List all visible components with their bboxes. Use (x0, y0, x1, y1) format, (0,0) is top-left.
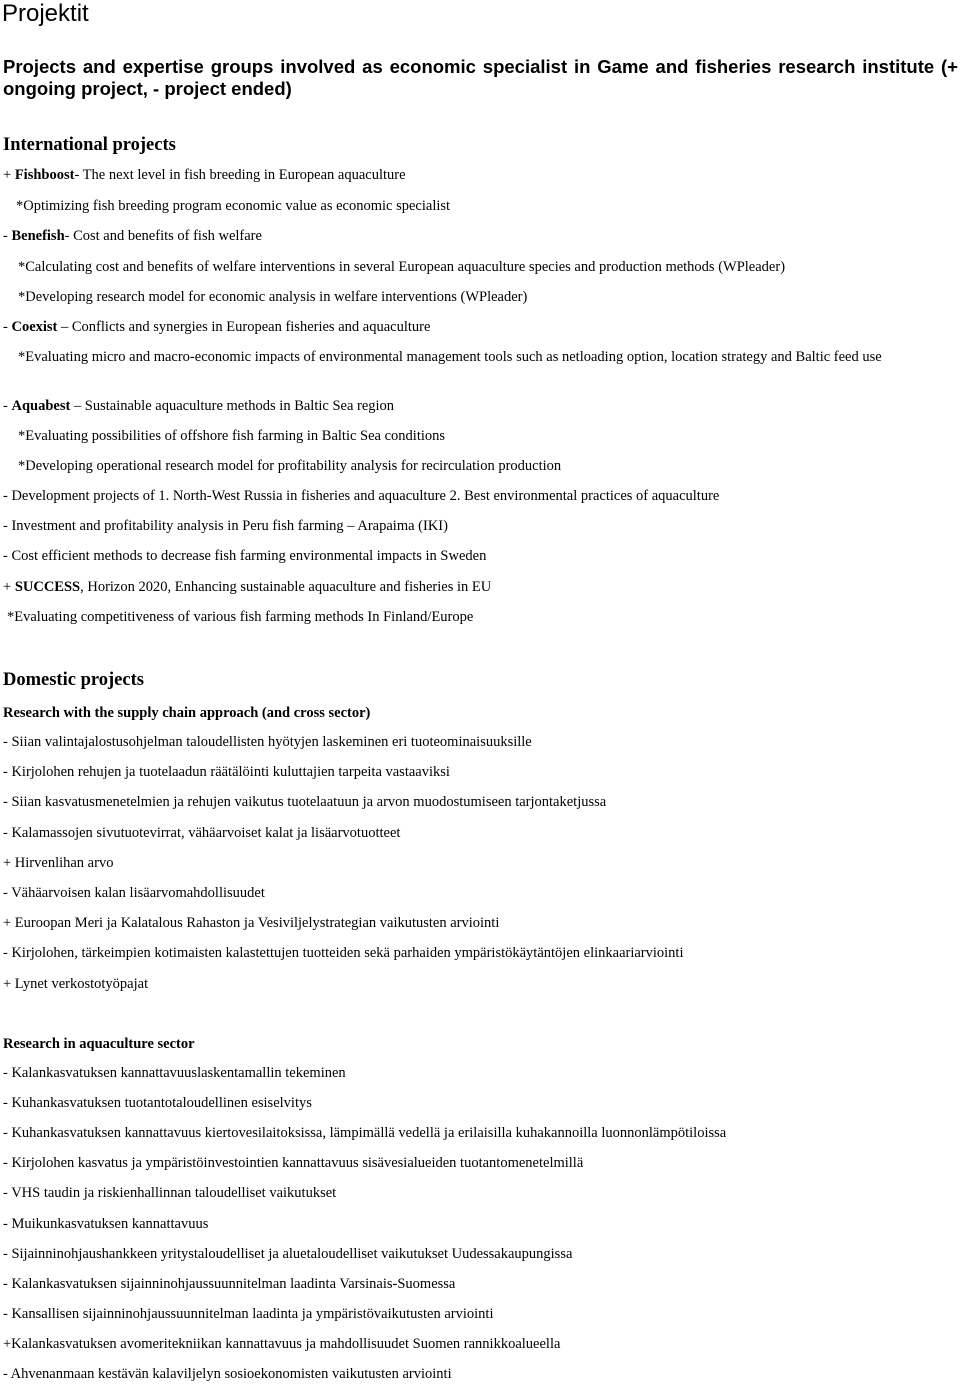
line-text: , Horizon 2020, Enhancing sustainable aquaculture and fisheries in EU (80, 579, 492, 595)
line-text: *Developing operational research model for profitability analysis for recirculation production (18, 458, 562, 474)
line-text: *Evaluating possibilities of offshore fish farming in Baltic Sea conditions (18, 428, 446, 444)
international-project-line (3, 397, 394, 415)
supply-chain-project-line: + Lynet verkostotyöpajat (3, 976, 149, 992)
line-prefix: - (3, 319, 12, 335)
document-heading: Projects and expertise groups involved as economic specialist in Game and fisheries research institute (+ ongoing project, - project ended) (3, 56, 958, 99)
line-text: – Sustainable aquaculture methods in Baltic Sea region (70, 398, 395, 414)
aquaculture-project-line: - Ahvenanmaan kestävän kalaviljelyn sosioekonomisten vaikutusten arviointi (3, 1366, 452, 1382)
international-project-line (3, 547, 486, 565)
international-project-line (3, 348, 958, 366)
line-text: - Investment and profitability analysis in Peru fish farming – Arapaima (IKI) (3, 518, 448, 534)
supply-chain-project-line: - Kirjolohen, tärkeimpien kotimaisten kalastettujen tuotteiden sekä parhaiden ympäristökäytäntöjen elinkaariarviointi (3, 945, 684, 961)
line-prefix: + (3, 579, 15, 595)
line-text: *Evaluating competitiveness of various fish farming methods In Finland/Europe (7, 609, 474, 625)
international-project-line (3, 487, 719, 505)
aquaculture-sector-heading: Research in aquaculture sector (3, 1036, 195, 1052)
line-text: – Conflicts and synergies in European fisheries and aquaculture (57, 319, 431, 335)
aquaculture-project-line: - Kuhankasvatuksen tuotantotaloudellinen esiselvitys (3, 1095, 312, 1111)
page-title: Projektit (2, 0, 89, 27)
supply-chain-project-line: - Kalamassojen sivutuotevirrat, vähäarvoiset kalat ja lisäarvotuotteet (3, 825, 401, 841)
line-text: - Development projects of 1. North-West Russia in fisheries and aquaculture 2. Best environmental practices of aquaculture (3, 488, 720, 504)
international-project-line (16, 197, 450, 215)
aquaculture-project-line: - Muikunkasvatuksen kannattavuus (3, 1216, 209, 1232)
international-project-line (3, 227, 262, 245)
international-project-line (18, 427, 445, 445)
aquaculture-project-line: - Kirjolohen kasvatus ja ympäristöinvestointien kannattavuus sisävesialueiden tuotantomenetelmillä (3, 1155, 584, 1171)
line-text: *Developing research model for economic analysis in welfare interventions (WPleader) (18, 289, 528, 305)
supply-chain-heading: Research with the supply chain approach (and cross sector) (3, 705, 371, 721)
aquaculture-project-line: - Kalankasvatuksen kannattavuuslaskentamallin tekeminen (3, 1065, 346, 1081)
supply-chain-project-line: - Kirjolohen rehujen ja tuotelaadun räätälöinti kuluttajien tarpeita vastaaviksi (3, 764, 450, 780)
line-text: - The next level in fish breeding in European aquaculture (74, 167, 406, 183)
aquaculture-project-line: - Kalankasvatuksen sijainninohjaussuunnitelman laadinta Varsinais-Suomessa (3, 1276, 456, 1292)
international-project-line (7, 608, 473, 626)
line-prefix: + (3, 167, 15, 183)
supply-chain-project-line: - Siian valintajalostusohjelman taloudellisten hyötyjen laskeminen eri tuoteominaisuuksille (3, 734, 532, 750)
international-project-line (18, 258, 785, 276)
line-text: *Optimizing fish breeding program economic value as economic specialist (16, 198, 451, 214)
supply-chain-project-line: + Euroopan Meri ja Kalatalous Rahaston ja Vesiviljelystrategian vaikutusten arviointi (3, 915, 500, 931)
supply-chain-project-line: + Hirvenlihan arvo (3, 855, 114, 871)
international-project-line (18, 288, 527, 306)
project-name: Coexist (11, 319, 58, 335)
supply-chain-project-line: - Siian kasvatusmenetelmien ja rehujen vaikutus tuotelaatuun ja arvon muodostumiseen tarjontaketjussa (3, 794, 607, 810)
aquaculture-project-line: - Sijainninohjaushankkeen yritystaloudelliset ja aluetaloudelliset vaikutukset Uudessakaupungissa (3, 1246, 573, 1262)
international-project-line (3, 517, 448, 535)
project-name: Aquabest (11, 398, 71, 414)
international-project-line (3, 578, 491, 596)
project-name: SUCCESS (14, 579, 81, 595)
aquaculture-project-line: - VHS taudin ja riskienhallinnan taloudelliset vaikutukset (3, 1185, 337, 1201)
line-text: *Calculating cost and benefits of welfare interventions in several European aquaculture species and production methods (WPleader) (18, 259, 786, 275)
line-prefix: - (3, 398, 12, 414)
aquaculture-project-line: - Kuhankasvatuksen kannattavuus kiertovesilaitoksissa, lämpimällä vedellä ja erilaisilla kuhakannoilla luonnonlämpötiloissa (3, 1125, 727, 1141)
international-project-line (3, 166, 406, 184)
international-project-line (18, 457, 561, 475)
aquaculture-project-line: - Kansallisen sijainninohjaussuunnitelman laadinta ja ympäristövaikutusten arviointi (3, 1306, 494, 1322)
project-name: Benefish (11, 228, 65, 244)
project-name: Fishboost (14, 167, 75, 183)
supply-chain-project-line: - Vähäarvoisen kalan lisäarvomahdollisuudet (3, 885, 265, 901)
international-project-line (3, 318, 430, 336)
international-projects-heading: International projects (3, 135, 176, 155)
line-text: *Evaluating micro and macro-economic impacts of environmental management tools such as netloading option, location strategy and Baltic feed use (18, 349, 882, 365)
aquaculture-project-line: +Kalankasvatuksen avomeritekniikan kannattavuus ja mahdollisuudet Suomen rannikkoalueella (3, 1336, 561, 1352)
domestic-projects-heading: Domestic projects (3, 670, 144, 690)
line-text: - Cost and benefits of fish welfare (64, 228, 262, 244)
line-text: - Cost efficient methods to decrease fish farming environmental impacts in Sweden (3, 548, 487, 564)
line-prefix: - (3, 228, 12, 244)
